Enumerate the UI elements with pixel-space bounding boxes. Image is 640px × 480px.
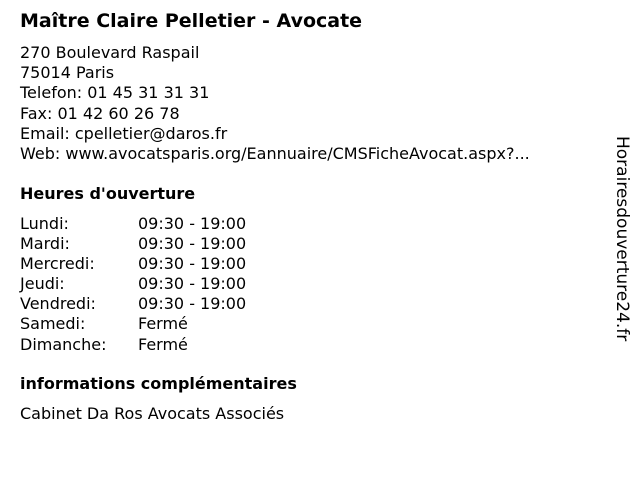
address-street: 270 Boulevard Raspail bbox=[20, 43, 200, 62]
hours-value: Fermé bbox=[138, 314, 188, 334]
hours-value: 09:30 - 19:00 bbox=[138, 294, 247, 314]
hours-row-thursday bbox=[20, 274, 280, 294]
hours-value: Fermé bbox=[138, 334, 188, 354]
hours-row-wednesday bbox=[20, 254, 280, 274]
hours-row-friday bbox=[20, 294, 280, 314]
fax-number: Fax: 01 42 60 26 78 bbox=[20, 103, 180, 123]
page-title: Maître Claire Pelletier - Avocate bbox=[20, 10, 363, 32]
address-city: 75014 Paris bbox=[20, 63, 115, 83]
hours-value: 09:30 - 19:00 bbox=[138, 214, 247, 233]
hours-row-tuesday bbox=[20, 234, 280, 254]
hours-value: 09:30 - 19:00 bbox=[138, 254, 247, 274]
site-brand-vertical: Horairesdouverture24.fr bbox=[612, 136, 632, 342]
additional-info-text: Cabinet Da Ros Avocats Associés bbox=[20, 404, 285, 423]
day-label: Mercredi: bbox=[20, 254, 95, 274]
day-label: Mardi: bbox=[20, 234, 70, 254]
hours-value: 09:30 - 19:00 bbox=[138, 234, 247, 254]
phone-number: Telefon: 01 45 31 31 31 bbox=[20, 83, 210, 103]
hours-row-saturday bbox=[20, 314, 280, 334]
day-label: Lundi: bbox=[20, 214, 69, 233]
opening-hours-heading: Heures d'ouverture bbox=[20, 184, 196, 203]
contact-block bbox=[20, 43, 530, 164]
additional-info-heading: informations complémentaires bbox=[20, 374, 297, 393]
website-url: Web: www.avocatsparis.org/Eannuaire/CMSFicheAvocat.aspx?... bbox=[20, 143, 530, 163]
hours-row-sunday bbox=[20, 335, 280, 355]
hours-value: 09:30 - 19:00 bbox=[138, 274, 247, 294]
day-label: Dimanche: bbox=[20, 334, 107, 354]
day-label: Samedi: bbox=[20, 314, 86, 334]
day-label: Jeudi: bbox=[20, 274, 65, 294]
day-label: Vendredi: bbox=[20, 294, 96, 314]
opening-hours-list bbox=[20, 214, 280, 355]
hours-row-monday bbox=[20, 214, 280, 234]
email-address: Email: cpelletier@daros.fr bbox=[20, 123, 228, 143]
